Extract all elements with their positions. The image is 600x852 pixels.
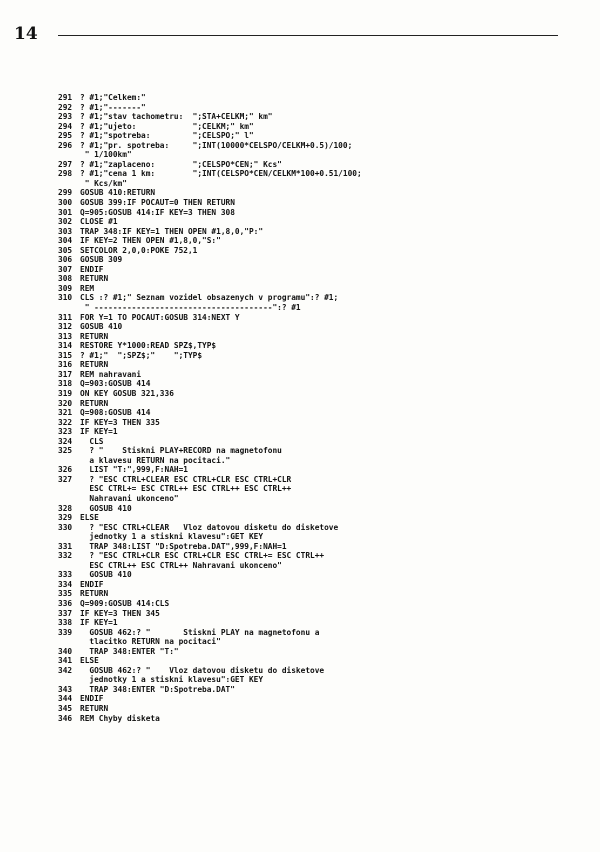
code-line <box>58 675 578 685</box>
header-rule <box>58 35 558 36</box>
code-line <box>58 427 578 437</box>
line-code: ON KEY GOSUB 321,336 <box>80 388 174 398</box>
line-number <box>58 532 80 542</box>
code-line <box>58 580 578 590</box>
line-code: IF KEY=1 <box>80 618 118 628</box>
line-number: 323 <box>58 427 73 437</box>
line-number: 328 <box>58 503 73 513</box>
line-number: 336 <box>58 598 73 608</box>
line-code: LIST "T:",999,F:NAH=1 <box>80 465 188 475</box>
line-number <box>58 303 80 313</box>
line-code: IF KEY=2 THEN OPEN #1,8,0,"S:" <box>80 236 221 246</box>
line-code: SETCOLOR 2,0,0:POKE 752,1 <box>80 245 198 255</box>
line-number: 314 <box>58 341 73 351</box>
line-code: ? #1;"stav tachometru: ";STA+CELKM;" km" <box>80 112 273 122</box>
line-code: GOSUB 462:? " Vloz datovou disketu do disketove <box>80 665 325 675</box>
line-number: 321 <box>58 408 73 418</box>
line-code: IF KEY=3 THEN 335 <box>80 417 160 427</box>
code-line <box>58 150 578 160</box>
line-code: ENDIF <box>80 579 104 589</box>
line-number: 298 <box>58 169 73 179</box>
line-number <box>58 150 80 160</box>
code-line <box>58 437 578 447</box>
line-number: 345 <box>58 704 73 713</box>
code-line <box>58 589 578 599</box>
line-number: 326 <box>58 465 73 475</box>
code-line <box>58 465 578 475</box>
line-code: RESTORE Y*1000:READ SPZ$,TYP$ <box>80 341 217 351</box>
line-code: GOSUB 399:IF POCAUT=0 THEN RETURN <box>80 198 235 208</box>
line-code: Q=905:GOSUB 414:IF KEY=3 THEN 308 <box>80 207 235 217</box>
code-line <box>58 456 578 466</box>
code-line <box>58 714 578 724</box>
line-number: 301 <box>58 207 73 217</box>
code-line <box>58 141 578 151</box>
line-number: 315 <box>58 350 73 360</box>
line-number: 339 <box>58 627 73 637</box>
line-number: 300 <box>58 198 73 208</box>
code-line <box>58 484 578 494</box>
code-line <box>58 188 578 198</box>
line-code: CLOSE #1 <box>80 217 118 227</box>
line-number: 291 <box>58 93 73 102</box>
line-code: TRAP 348:ENTER "T:" <box>80 646 179 656</box>
code-line <box>58 542 578 552</box>
line-number: 311 <box>58 312 73 322</box>
code-line <box>58 561 578 571</box>
code-line <box>58 370 578 380</box>
line-code: ? #1;"Celkem:" <box>80 93 146 102</box>
line-code: ELSE <box>80 656 99 666</box>
line-code: ? #1;"zaplaceno: ";CELSPO*CEN;" Kcs" <box>80 159 282 169</box>
code-line <box>58 236 578 246</box>
line-code: Nahravani ukonceno" <box>80 493 179 503</box>
code-line <box>58 160 578 170</box>
line-code: tlacitko RETURN na pocitaci" <box>80 637 221 647</box>
line-number: 342 <box>58 665 73 675</box>
code-line <box>58 599 578 609</box>
line-number: 292 <box>58 102 73 112</box>
line-number <box>58 456 80 466</box>
line-code: RETURN <box>80 398 109 408</box>
line-number: 297 <box>58 159 73 169</box>
line-code: " 1/100km" <box>80 150 132 160</box>
code-line <box>58 284 578 294</box>
line-code: jednotky 1 a stiskni klavesu":GET KEY <box>80 532 264 542</box>
line-code: ? #1;"ujeto: ";CELKM;" km" <box>80 121 254 131</box>
code-line <box>58 609 578 619</box>
code-line <box>58 513 578 523</box>
line-number: 310 <box>58 293 73 303</box>
code-line <box>58 399 578 409</box>
line-code: " --------------------------------------":? #1 <box>80 303 301 313</box>
line-number: 333 <box>58 570 73 580</box>
line-code: ESC CTRL++ ESC CTRL++ Nahravani ukonceno" <box>80 560 282 570</box>
code-line <box>58 628 578 638</box>
code-line <box>58 332 578 342</box>
line-code: ? " Stiskni PLAY+RECORD na magnetofonu <box>80 446 282 456</box>
line-number <box>58 179 80 189</box>
line-number: 324 <box>58 436 73 446</box>
code-line <box>58 322 578 332</box>
line-code: RETURN <box>80 589 109 599</box>
code-line <box>58 112 578 122</box>
line-number: 293 <box>58 112 73 122</box>
code-line <box>58 647 578 657</box>
line-number: 309 <box>58 283 73 293</box>
code-line <box>58 570 578 580</box>
code-line <box>58 408 578 418</box>
code-line <box>58 666 578 676</box>
code-line <box>58 618 578 628</box>
code-line <box>58 504 578 514</box>
line-number: 338 <box>58 618 73 628</box>
line-code: Q=909:GOSUB 414:CLS <box>80 598 170 608</box>
line-number: 302 <box>58 217 73 227</box>
line-number: 308 <box>58 274 73 284</box>
line-number: 307 <box>58 264 73 274</box>
line-code: Q=908:GOSUB 414 <box>80 408 151 418</box>
code-line <box>58 179 578 189</box>
code-line <box>58 551 578 561</box>
line-number: 344 <box>58 694 73 704</box>
code-line <box>58 494 578 504</box>
line-code: FOR Y=1 TO POCAUT:GOSUB 314:NEXT Y <box>80 312 240 322</box>
code-line <box>58 389 578 399</box>
line-code: CLS <box>80 436 104 446</box>
line-code: RETURN <box>80 274 109 284</box>
code-line <box>58 198 578 208</box>
line-code: CLS :? #1;" Seznam vozidel obsazenych v programu":? #1; <box>80 293 339 303</box>
code-line <box>58 360 578 370</box>
line-number: 320 <box>58 398 73 408</box>
code-line <box>58 93 578 103</box>
line-code: ? "ESC CTRL+CLR ESC CTRL+CLR ESC CTRL+= ESC CTRL++ <box>80 551 325 561</box>
line-number <box>58 637 80 647</box>
code-line <box>58 351 578 361</box>
line-number: 312 <box>58 322 73 332</box>
line-code: ? #1;" ";SPZ$;" ";TYP$ <box>80 350 203 360</box>
line-number: 332 <box>58 551 73 561</box>
line-number: 317 <box>58 369 73 379</box>
line-number: 335 <box>58 589 73 599</box>
line-code: RETURN <box>80 704 109 713</box>
code-line <box>58 246 578 256</box>
line-code: GOSUB 410 <box>80 570 132 580</box>
line-number: 325 <box>58 446 73 456</box>
line-number: 303 <box>58 226 73 236</box>
line-code: jednotky 1 a stiskni klavesu":GET KEY <box>80 675 264 685</box>
line-number: 313 <box>58 331 73 341</box>
code-line <box>58 379 578 389</box>
line-code: RETURN <box>80 360 109 370</box>
code-line <box>58 274 578 284</box>
line-number: 331 <box>58 541 73 551</box>
code-line <box>58 523 578 533</box>
line-number: 329 <box>58 513 73 523</box>
line-number: 318 <box>58 379 73 389</box>
line-number: 305 <box>58 245 73 255</box>
code-line <box>58 131 578 141</box>
line-code: TRAP 348:ENTER "D:Spotreba.DAT" <box>80 684 235 694</box>
line-code: TRAP 348:IF KEY=1 THEN OPEN #1,8,0,"P:" <box>80 226 264 236</box>
code-line <box>58 418 578 428</box>
line-number <box>58 484 80 494</box>
code-line <box>58 685 578 695</box>
line-number: 340 <box>58 646 73 656</box>
line-code: IF KEY=3 THEN 345 <box>80 608 160 618</box>
line-number: 306 <box>58 255 73 265</box>
code-listing <box>58 93 578 723</box>
code-line <box>58 103 578 113</box>
code-line <box>58 303 578 313</box>
line-code: REM Chyby disketa <box>80 713 160 723</box>
page-number: 14 <box>14 24 38 44</box>
line-code: " Kcs/km" <box>80 178 127 188</box>
line-code: ESC CTRL+= ESC CTRL++ ESC CTRL++ ESC CTRL++ <box>80 484 292 494</box>
line-number <box>58 494 80 504</box>
code-line <box>58 217 578 227</box>
line-code: RETURN <box>80 331 109 341</box>
code-line <box>58 122 578 132</box>
line-number: 294 <box>58 121 73 131</box>
code-line <box>58 637 578 647</box>
line-number: 346 <box>58 713 73 723</box>
line-number: 343 <box>58 684 73 694</box>
code-line <box>58 656 578 666</box>
line-code: ? #1;"pr. spotreba: ";INT(10000*CELSPO/CELKM+0.5)/100; <box>80 140 353 150</box>
line-code: ELSE <box>80 513 99 523</box>
line-code: Q=903:GOSUB 414 <box>80 379 151 389</box>
code-line <box>58 169 578 179</box>
code-line <box>58 255 578 265</box>
line-code: GOSUB 410 <box>80 322 123 332</box>
line-number: 319 <box>58 388 73 398</box>
code-line <box>58 208 578 218</box>
line-code: IF KEY=1 <box>80 427 118 437</box>
line-number: 341 <box>58 656 73 666</box>
line-code: GOSUB 309 <box>80 255 123 265</box>
code-line <box>58 475 578 485</box>
line-number: 296 <box>58 140 73 150</box>
code-line <box>58 341 578 351</box>
line-number: 337 <box>58 608 73 618</box>
line-number: 304 <box>58 236 73 246</box>
line-code: ENDIF <box>80 694 104 704</box>
line-code: ? #1;"cena 1 km: ";INT(CELSPO*CEN/CELKM*100+0.51/100; <box>80 169 362 179</box>
code-line <box>58 704 578 714</box>
line-code: REM nahravani <box>80 369 142 379</box>
line-code: ? "ESC CTRL+CLEAR ESC CTRL+CLR ESC CTRL+CLR <box>80 474 292 484</box>
line-code: ? "ESC CTRL+CLEAR Vloz datovou disketu do disketove <box>80 522 339 532</box>
line-number: 322 <box>58 417 73 427</box>
line-code: ENDIF <box>80 264 104 274</box>
line-code: GOSUB 410:RETURN <box>80 188 156 198</box>
line-code: REM <box>80 283 95 293</box>
line-code: GOSUB 462:? " Stiskni PLAY na magnetofonu a <box>80 627 320 637</box>
line-code: ? #1;"spotreba: ";CELSPO;" l" <box>80 131 254 141</box>
line-code: ? #1;"-------" <box>80 102 146 112</box>
line-number <box>58 561 80 571</box>
code-line <box>58 265 578 275</box>
line-code: TRAP 348:LIST "D:Spotreba.DAT",999,F:NAH=1 <box>80 541 287 551</box>
line-number: 316 <box>58 360 73 370</box>
line-code: GOSUB 410 <box>80 503 132 513</box>
line-code: a klavesu RETURN na pocitaci." <box>80 455 231 465</box>
code-line <box>58 446 578 456</box>
line-number: 334 <box>58 579 73 589</box>
code-line <box>58 313 578 323</box>
code-line <box>58 694 578 704</box>
line-number: 295 <box>58 131 73 141</box>
line-number: 299 <box>58 188 73 198</box>
line-number <box>58 675 80 685</box>
line-number: 330 <box>58 522 73 532</box>
line-number: 327 <box>58 474 73 484</box>
code-line <box>58 532 578 542</box>
code-line <box>58 293 578 303</box>
code-line <box>58 227 578 237</box>
